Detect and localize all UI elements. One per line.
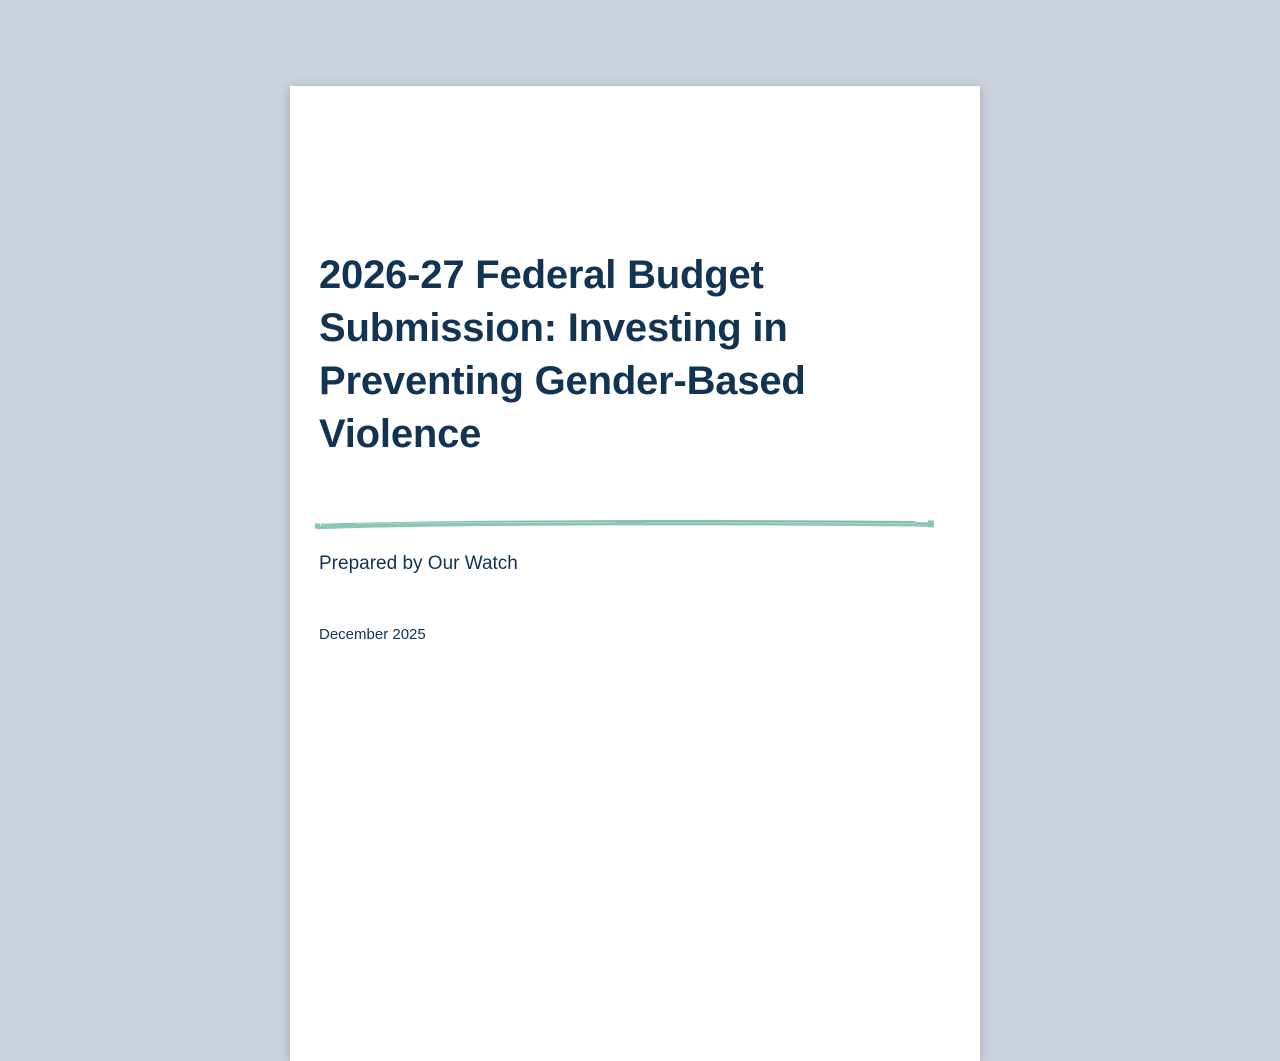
page-title: 2026-27 Federal Budget Submission: Investing in Preventing Gender-Based Violence [319,253,806,456]
publication-date: December 2025 [319,626,426,643]
author-line: Prepared by Our Watch [319,553,518,574]
brush-stroke-divider [315,516,935,530]
page-content-area [319,86,942,1061]
document-page [290,86,980,1061]
